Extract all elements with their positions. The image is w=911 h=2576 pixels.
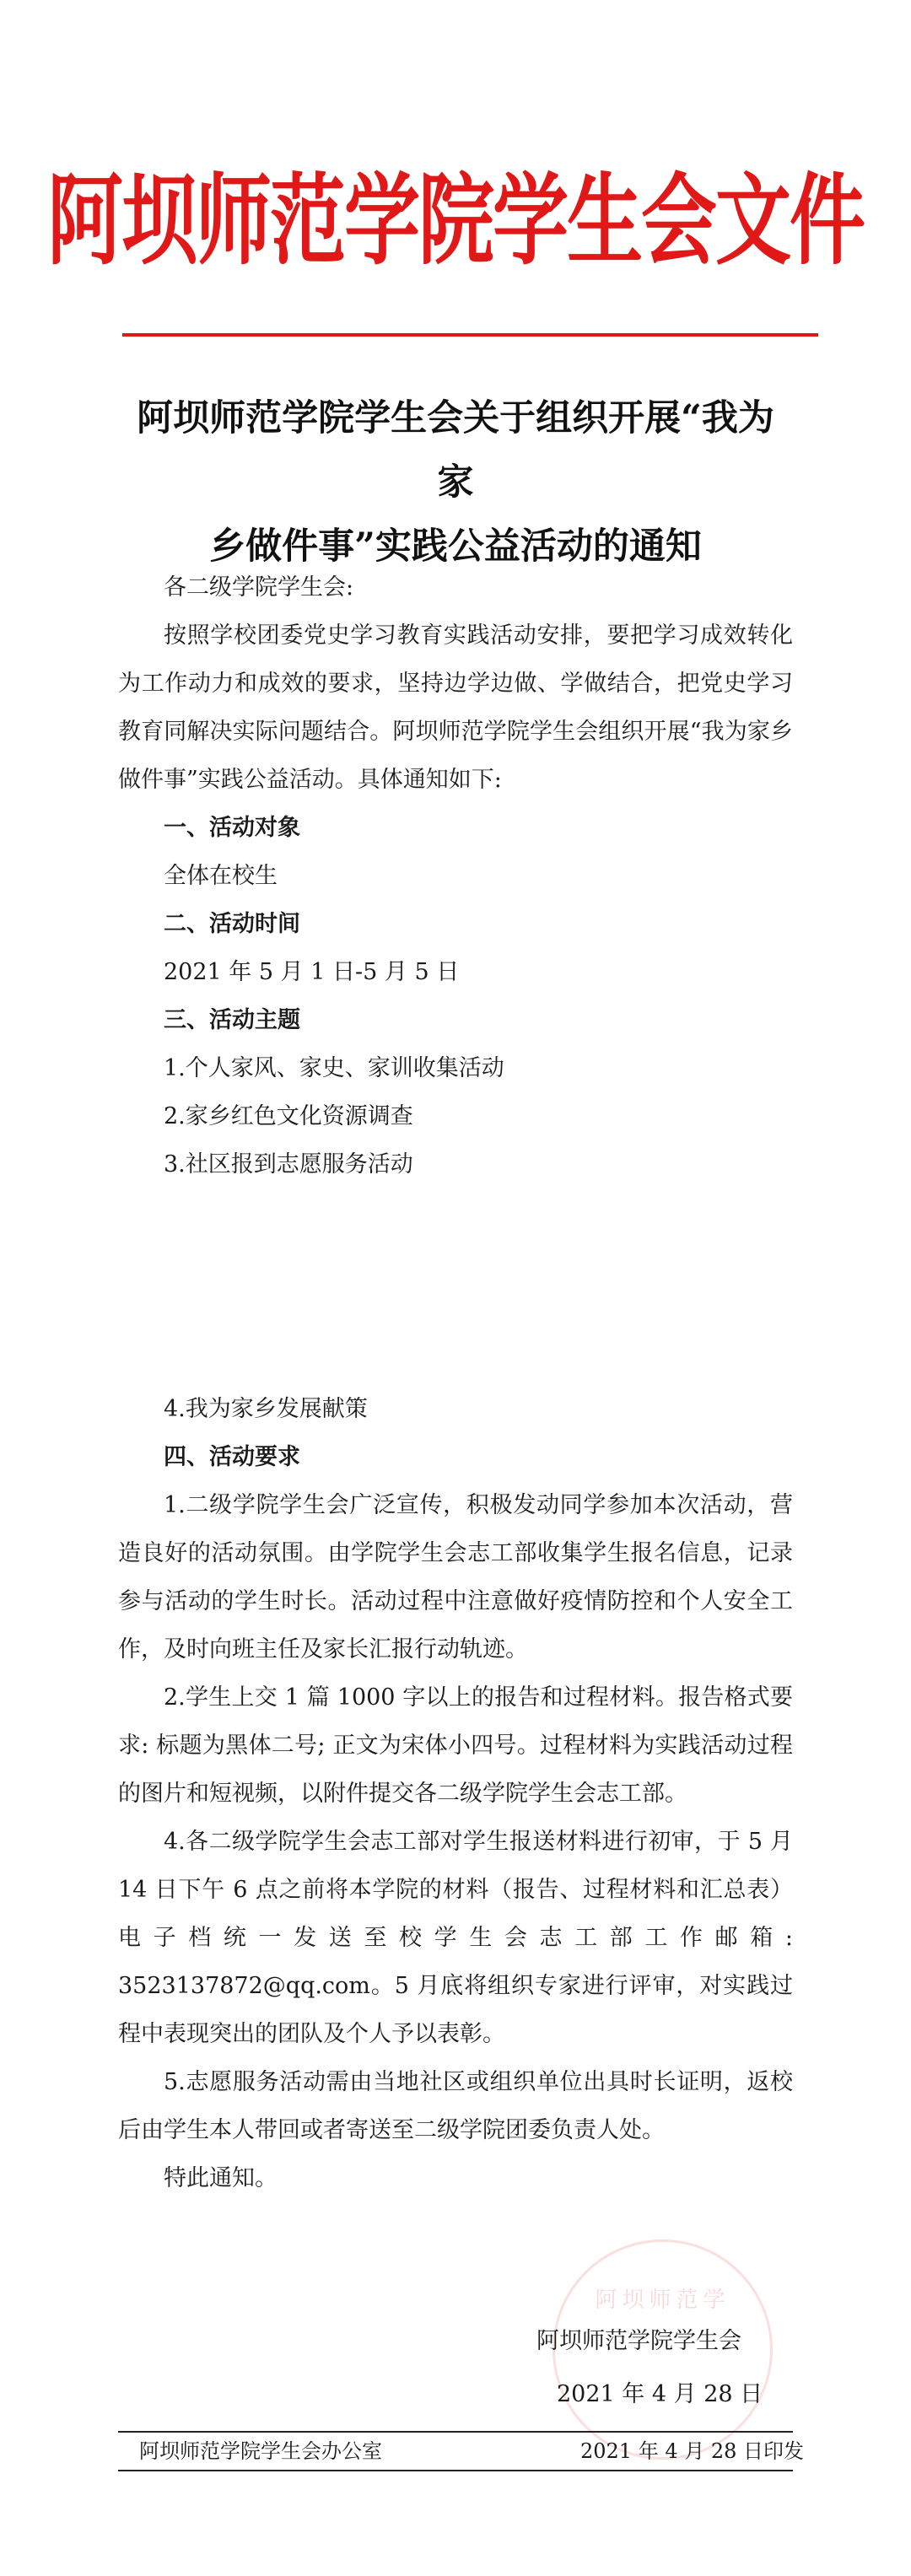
section-content-targets: 全体在校生	[164, 863, 278, 889]
requirement-item: 5.志愿服务活动需由当地社区或组织单位出具时长证明，返校后由学生本人带回或者寄送至二级学院团委负责人处。	[118, 2069, 793, 2143]
intro-paragraph: 按照学校团委党史学习教育实践活动安排，要把学习成效转化为工作动力和成效的要求，坚持边学边做、学做结合，把党史学习教育同解决实际问题结合。阿坝师范学院学生会组织开展“我为家乡做件事”实践公益活动。具体通知如下:	[118, 622, 793, 793]
blank-gap	[118, 1188, 793, 1385]
requirement-item: 2.学生上交 1 篇 1000 字以上的报告和过程材料。报告格式要求: 标题为黑体二号; 正文为宋体小四号。过程材料为实践活动过程的图片和短视频，以附件提交各二级学院学生会志工部。	[118, 1684, 793, 1807]
document-title	[135, 386, 776, 579]
document-body	[118, 563, 793, 2202]
footer-issuing-office: 阿坝师范学院学生会办公室	[139, 2439, 382, 2463]
theme-item: 4.我为家乡发展献策	[164, 1396, 368, 1422]
section-content-time: 2021 年 5 月 1 日-5 月 5 日	[164, 959, 460, 985]
signature-organization: 阿坝师范学院学生会	[536, 2328, 741, 2354]
masthead-title: 阿坝师范学院学生会文件	[47, 162, 864, 279]
section-heading-requirements: 四、活动要求	[164, 1444, 300, 1470]
theme-item: 1.个人家风、家史、家训收集活动	[164, 1055, 504, 1081]
section-heading-themes: 三、活动主题	[164, 1007, 300, 1033]
document-title-line-2: 乡做件事”实践公益活动的通知	[209, 525, 702, 568]
section-heading-targets: 一、活动对象	[164, 815, 300, 841]
seal-text: 阿坝师范学	[595, 2288, 730, 2313]
section-heading-time: 二、活动时间	[164, 911, 300, 937]
footer-top-rule	[118, 2431, 793, 2433]
document-title-line-1: 阿坝师范学院学生会关于组织开展“我为家	[137, 397, 774, 504]
signature-date: 2021 年 4 月 28 日	[557, 2381, 763, 2407]
masthead-red-divider	[122, 333, 818, 337]
salutation: 各二级学院学生会:	[164, 574, 354, 601]
closing-remark: 特此通知。	[164, 2165, 278, 2191]
theme-item: 3.社区报到志愿服务活动	[164, 1151, 413, 1178]
requirement-item: 1.二级学院学生会广泛宣传，积极发动同学参加本次活动，营造良好的活动氛围。由学院学生会志工部收集学生报名信息，记录参与活动的学生时长。活动过程中注意做好疫情防控和个人安全工作，及时向班主任及家长汇报行动轨迹。	[118, 1492, 793, 1663]
footer-print-date: 2021 年 4 月 28 日印发	[580, 2439, 805, 2463]
theme-item: 2.家乡红色文化资源调查	[164, 1103, 413, 1129]
requirement-item: 4.各二级学院学生会志工部对学生报送材料进行初审，于 5 月 14 日下午 6 点之前将本学院的材料（报告、过程材料和汇总表）电子档统一发送至校学生会志工部工作邮箱: 3523137872@qq.com。5 月底将组织专家进行评审，对实践过程中表现突出的团队及个人予以表彰。	[118, 1829, 793, 2047]
footer-bottom-rule	[118, 2470, 793, 2471]
